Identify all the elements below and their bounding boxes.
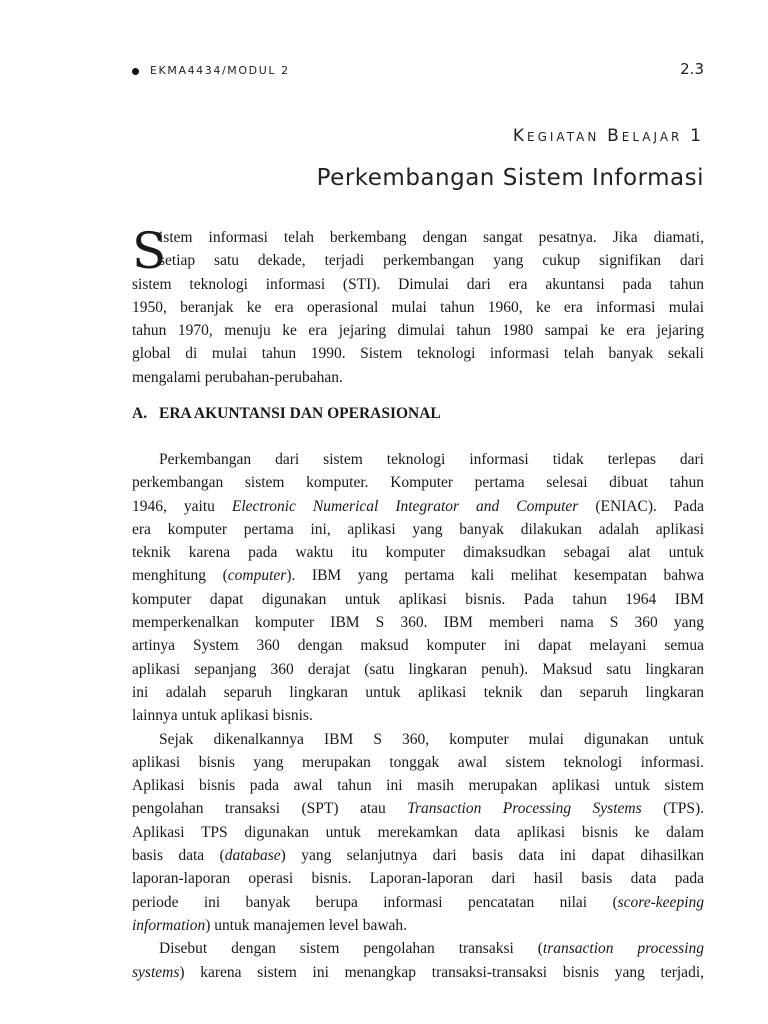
section-label-kegiatan-belajar: KEGIATAN BELAJAR 1 <box>512 126 704 146</box>
section-title: ERA AKUNTANSI DAN OPERASIONAL <box>159 405 441 422</box>
text-line: 1946, yaitu Electronic Numerical Integrator and Computer (ENIAC). Pada <box>132 497 704 515</box>
text-line: sistem teknologi informasi (STI). Dimulai dari era akuntansi pada tahun <box>132 275 704 293</box>
italic-term: information <box>132 916 206 934</box>
italic-term: computer <box>227 567 287 585</box>
italic-term: score-keeping <box>617 893 704 911</box>
italic-term: Electronic Numerical Integrator and Computer <box>231 497 579 515</box>
text-line: perkembangan sistem komputer. Komputer pertama selesai dibuat tahun <box>132 474 704 492</box>
text-line: mengalami perubahan-perubahan. <box>132 368 343 386</box>
section-letter: A. <box>132 405 148 422</box>
text-line: setiap satu dekade, terjadi perkembangan yang cukup signifikan dari <box>159 252 704 270</box>
text-line: komputer dapat digunakan untuk aplikasi bisnis. Pada tahun 1964 IBM <box>132 590 704 608</box>
text-line: 1950, beranjak ke era operasional mulai tahun 1960, ke era informasi mulai <box>132 298 704 316</box>
italic-term: Transaction Processing Systems <box>407 800 642 818</box>
text-line: pengolahan transaksi (SPT) atau Transaction Processing Systems (TPS). <box>132 800 704 818</box>
module-label: EKMA4434/MODUL 2 <box>150 64 290 77</box>
text-line: teknik karena pada waktu itu komputer dimaksudkan sebagai alat untuk <box>132 544 704 562</box>
text-line: periode ini banyak berupa informasi pencatatan nilai (score-keeping <box>132 893 704 911</box>
body-text <box>132 448 704 984</box>
text-line: Aplikasi bisnis pada awal tahun ini masih merupakan aplikasi untuk sistem <box>132 777 704 795</box>
italic-term: systems <box>132 963 180 981</box>
text-line: systems) karena sistem ini menangkap transaksi-transaksi bisnis yang terjadi, <box>132 963 704 981</box>
text-line: aplikasi bisnis yang merupakan tonggak awal sistem teknologi informasi. <box>132 753 704 771</box>
text-line: tahun 1970, menuju ke era jejaring dimulai tahun 1980 sampai ke era jejaring <box>132 322 704 340</box>
text-line: Aplikasi TPS digunakan untuk merekamkan data aplikasi bisnis ke dalam <box>132 823 704 841</box>
text-line: era komputer pertama ini, aplikasi yang banyak dilakukan adalah aplikasi <box>132 520 704 538</box>
section-heading <box>132 405 441 423</box>
text-line: Perkembangan dari sistem teknologi informasi tidak terlepas dari <box>159 451 704 468</box>
chapter-title: Perkembangan Sistem Informasi <box>316 165 704 191</box>
running-header <box>132 60 704 84</box>
drop-cap: S <box>132 222 167 280</box>
text-line: global di mulai tahun 1990. Sistem teknologi informasi telah banyak sekali <box>132 345 704 363</box>
text-line: basis data (database) yang selanjutnya dari basis data ini dapat dihasilkan <box>132 847 704 865</box>
text-line: istem informasi telah berkembang dengan sangat pesatnya. Jika diamati, <box>159 229 704 246</box>
bullet-icon <box>132 68 139 75</box>
intro-paragraph <box>132 222 704 389</box>
italic-term: database <box>224 847 281 865</box>
text-line: laporan-laporan operasi bisnis. Laporan-laporan dari hasil basis data pada <box>132 870 704 888</box>
text-line: lainnya untuk aplikasi bisnis. <box>132 707 313 725</box>
text-line: information) untuk manajemen level bawah. <box>132 916 408 934</box>
text-line: Sejak dikenalkannya IBM S 360, komputer mulai digunakan untuk <box>159 730 704 748</box>
text-line: artinya System 360 dengan maksud komputer ini dapat melayani semua <box>132 637 704 655</box>
text-line: menghitung (computer). IBM yang pertama kali melihat kesempatan bahwa <box>132 567 704 585</box>
text-line: memperkenalkan komputer IBM S 360. IBM memberi nama S 360 yang <box>132 614 704 632</box>
text-line: ini adalah separuh lingkaran untuk aplikasi teknik dan separuh lingkaran <box>132 683 704 701</box>
text-line: aplikasi sepanjang 360 derajat (satu lingkaran penuh). Maksud satu lingkaran <box>132 660 704 678</box>
italic-term: transaction processing <box>542 940 704 958</box>
page-number: 2.3 <box>680 60 704 78</box>
text-line: Disebut dengan sistem pengolahan transaksi (transaction processing <box>159 940 704 958</box>
